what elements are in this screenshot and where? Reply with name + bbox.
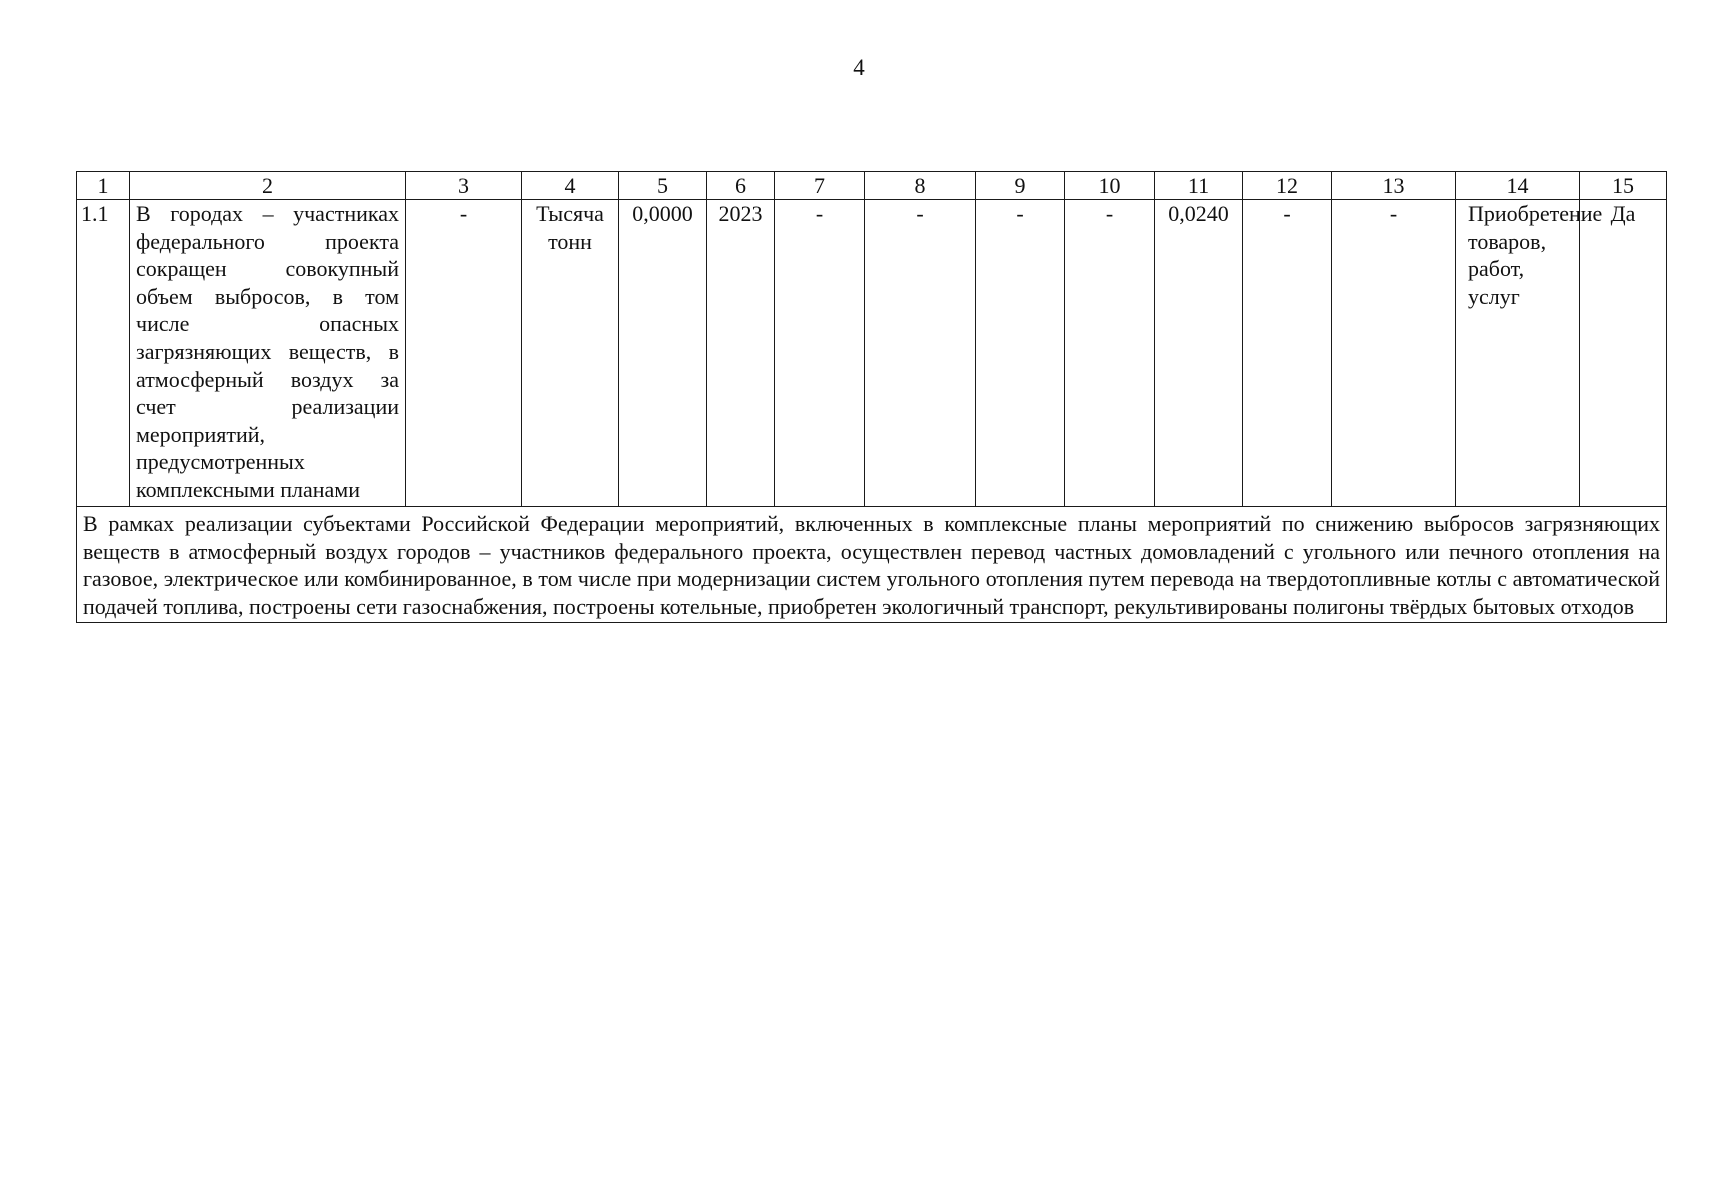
- column-header: 11: [1155, 172, 1243, 200]
- table-cell: -: [1243, 200, 1332, 507]
- result-type-cell: Приобретение товаров, работ, услуг: [1456, 200, 1580, 507]
- table-cell: -: [1065, 200, 1155, 507]
- table-cell: -: [1332, 200, 1456, 507]
- column-header: 12: [1243, 172, 1332, 200]
- column-header: 8: [865, 172, 976, 200]
- page-number: 4: [853, 55, 865, 80]
- header-row: [77, 172, 1667, 200]
- table-cell: -: [976, 200, 1065, 507]
- column-header: 1: [77, 172, 130, 200]
- column-header: 4: [522, 172, 619, 200]
- column-header: 6: [707, 172, 775, 200]
- table-cell: -: [406, 200, 522, 507]
- column-header: 2: [130, 172, 406, 200]
- result-description-cell: В городах – участниках федерального проекта сокращен совокупный объем выбросов, в том числе опасных загрязняющих веществ, в атмосферный воздух за счет реализации мероприятий, предусмотренных комплексными планами: [130, 200, 406, 507]
- unit-cell: Тысяча тонн: [522, 200, 619, 507]
- column-header: 10: [1065, 172, 1155, 200]
- column-header: 7: [775, 172, 865, 200]
- column-header: 5: [619, 172, 707, 200]
- column-header: 9: [976, 172, 1065, 200]
- target-value-cell: 0,0240: [1155, 200, 1243, 507]
- note-row: [77, 507, 1667, 623]
- row-number-cell: 1.1: [77, 200, 130, 507]
- base-value-cell: 0,0000: [619, 200, 707, 507]
- table-row: [77, 200, 1667, 507]
- table-cell: -: [865, 200, 976, 507]
- column-header: 15: [1580, 172, 1667, 200]
- results-table: [76, 171, 1667, 623]
- column-header: 3: [406, 172, 522, 200]
- flag-cell: Да: [1580, 200, 1667, 507]
- table-cell: -: [775, 200, 865, 507]
- note-cell: В рамках реализации субъектами Российской Федерации мероприятий, включенных в комплексные планы мероприятий по снижению выбросов загрязняющих веществ в атмосферный воздух городов – участников федерального проекта, осуществлен перевод частных домовладений с угольного или печного отопления на газовое, электрическое или комбинированное, в том числе при модернизации систем угольного отопления путем перевода на твердотопливные котлы с автоматической подачей топлива, построены сети газоснабжения, построены котельные, приобретен экологичный транспорт, рекультивированы полигоны твёрдых бытовых отходов: [77, 507, 1667, 623]
- year-cell: 2023: [707, 200, 775, 507]
- column-header: 13: [1332, 172, 1456, 200]
- column-header: 14: [1456, 172, 1580, 200]
